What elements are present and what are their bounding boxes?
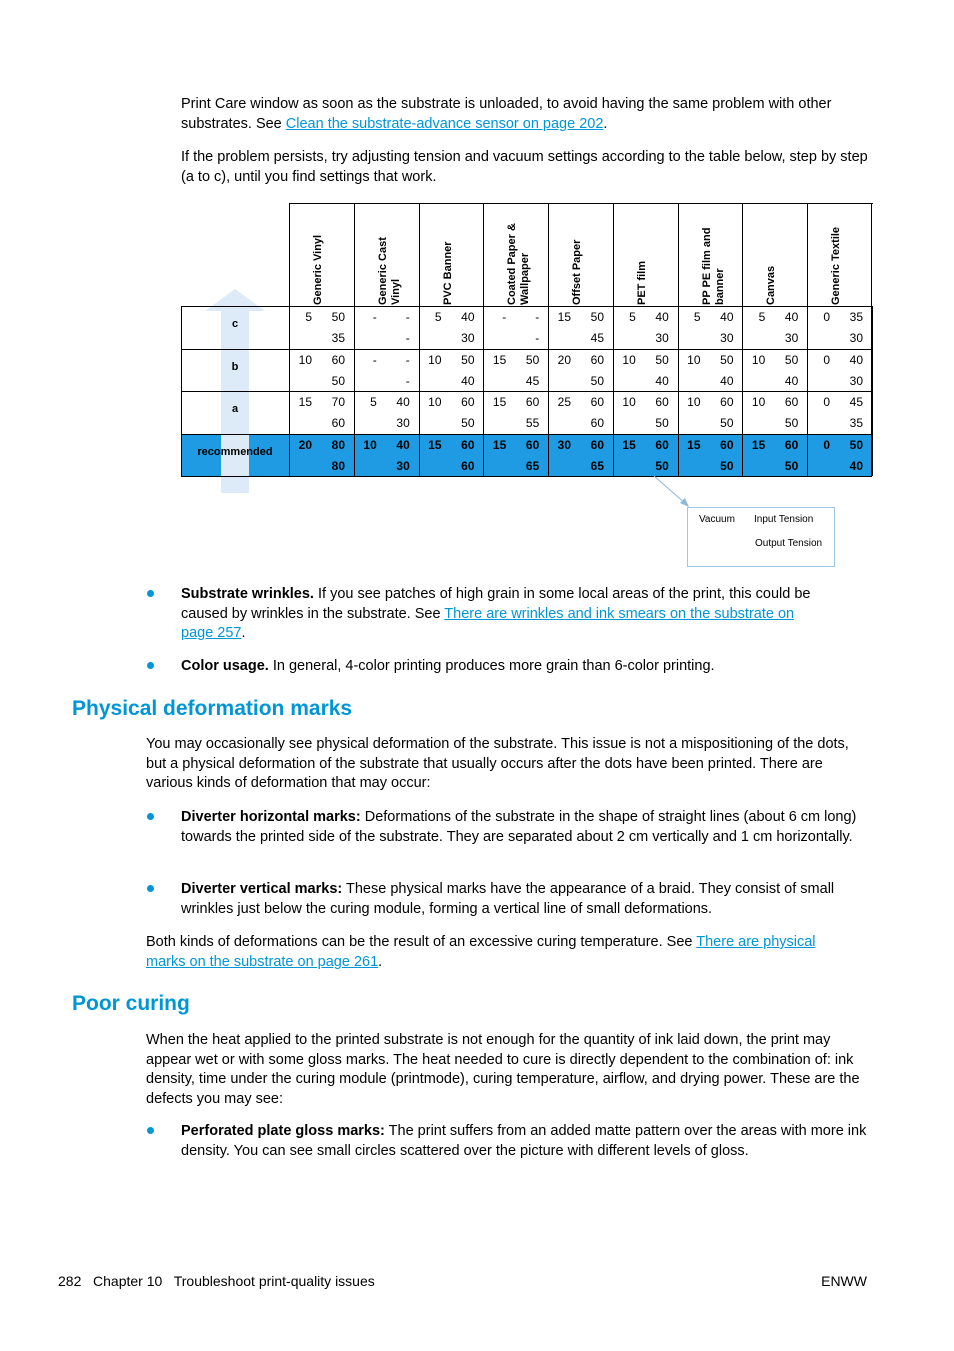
- table-cell: 60: [590, 437, 604, 452]
- table-cell: 30: [396, 416, 410, 430]
- grid-line: [289, 306, 290, 476]
- table-cell: 45: [590, 331, 604, 345]
- table-cell: 80: [331, 437, 345, 452]
- table-cell: 35: [849, 416, 863, 430]
- table-cell: -: [372, 310, 377, 324]
- table-cell: -: [405, 352, 410, 367]
- table-cell: -: [405, 331, 410, 345]
- table-cell: 30: [557, 437, 571, 452]
- table-cell: 30: [784, 331, 799, 345]
- column-header-label: Canvas: [765, 265, 778, 305]
- bullet-color-usage: Color usage. In general, 4-color printing produces more grain than 6-color printing.: [181, 658, 715, 674]
- table-cell: 60: [720, 437, 734, 452]
- table-cell: 40: [784, 373, 799, 388]
- table-cell: 10: [622, 352, 636, 367]
- table-cell: 40: [720, 373, 734, 388]
- table-cell: -: [372, 352, 377, 367]
- table-cell: 40: [396, 395, 410, 409]
- bullet-dot: [147, 590, 154, 597]
- table-cell: 50: [655, 416, 669, 430]
- grid-line: [181, 349, 872, 350]
- grid-line: [678, 306, 679, 476]
- table-cell: 5: [758, 310, 766, 324]
- table-cell: 40: [461, 310, 475, 324]
- page-footer: [58, 1273, 375, 1289]
- bullet-dot: [147, 662, 154, 669]
- bullet-substrate-wrinkles: Substrate wrinkles. If you see patches of high grain in some local areas of the print, this could be caused by wrinkles in the substrate. See There are wrinkles and ink smears on the substrate on page 257.: [181, 586, 811, 641]
- table-cell: 50: [655, 458, 669, 473]
- grid-line: [354, 306, 355, 476]
- column-header: [807, 203, 873, 307]
- table-cell: 40: [784, 310, 799, 324]
- column-header: [613, 203, 679, 307]
- table-cell: 80: [331, 458, 345, 473]
- table-cell: 0: [823, 395, 830, 409]
- column-header: [419, 203, 485, 307]
- column-header-label: PVC Banner: [441, 241, 454, 305]
- table-cell: 10: [687, 395, 701, 409]
- table-cell: 40: [849, 352, 863, 367]
- table-cell: 35: [849, 310, 863, 324]
- table-cell: 70: [331, 395, 345, 409]
- table-cell: 5: [629, 310, 636, 324]
- table-cell: 30: [849, 331, 863, 345]
- table-cell: 50: [590, 310, 604, 324]
- grid-line: [181, 391, 872, 392]
- table-cell: 10: [751, 352, 766, 367]
- table-cell: 60: [461, 458, 475, 473]
- intro-paragraph-1: Print Care window as soon as the substrate is unloaded, to avoid having the same problem with other substrates. See Clean the substrate-advance sensor on page 202.: [181, 96, 832, 132]
- bullet-dot: [147, 885, 154, 892]
- table-cell: -: [405, 373, 410, 388]
- table-cell: 30: [461, 331, 475, 345]
- table-legend: [687, 507, 835, 567]
- table-cell: -: [535, 331, 540, 345]
- section-title-poor-curing: Poor curing: [72, 992, 190, 1015]
- table-cell: 60: [331, 416, 345, 430]
- table-cell: 30: [720, 331, 734, 345]
- column-header: [289, 203, 355, 307]
- table-cell: 50: [590, 373, 604, 388]
- bullet-dot: [147, 1127, 154, 1134]
- table-cell: 15: [751, 437, 766, 452]
- table-cell: 15: [557, 310, 571, 324]
- table-cell: 60: [331, 352, 345, 367]
- table-cell: 15: [622, 437, 636, 452]
- table-cell: 50: [784, 352, 799, 367]
- bullet-dot: [147, 813, 154, 820]
- table-cell: 15: [492, 352, 507, 367]
- table-cell: 60: [590, 352, 604, 367]
- bullet-perforated-plate: Perforated plate gloss marks: The print suffers from an added matte pattern over the areas with more ink density. You can see small circles scattered over the picture with different levels of gloss.: [181, 1123, 867, 1159]
- column-header-label: PP PE film and banner: [700, 227, 726, 305]
- grid-line: [483, 306, 484, 476]
- column-header: [742, 203, 808, 307]
- table-cell: 10: [751, 395, 766, 409]
- table-cell: 60: [525, 437, 540, 452]
- table-cell: -: [405, 310, 410, 324]
- grid-line: [613, 306, 614, 476]
- row-label: a: [231, 403, 239, 415]
- table-cell: 30: [849, 373, 863, 388]
- table-cell: 40: [396, 437, 410, 452]
- column-header-label: Generic Vinyl: [312, 234, 324, 305]
- footer-chapter-title: Troubleshoot print-quality issues: [173, 1273, 375, 1289]
- table-cell: 50: [461, 352, 475, 367]
- column-header: [483, 203, 549, 307]
- table-cell: 60: [590, 416, 604, 430]
- tension-vacuum-table: [181, 203, 872, 476]
- column-header: [354, 203, 420, 307]
- table-cell: 10: [363, 437, 377, 452]
- link-physical-marks[interactable]: There are physical marks on the substrate on page 261: [146, 934, 816, 970]
- column-header-label: Offset Paper: [571, 239, 583, 305]
- table-cell: 30: [655, 331, 669, 345]
- table-cell: 0: [823, 437, 830, 452]
- row-label: recommended: [197, 445, 273, 458]
- table-cell: 55: [525, 416, 540, 430]
- step-up-arrow: [221, 309, 249, 493]
- table-cell: 0: [823, 352, 830, 367]
- table-cell: 10: [622, 395, 636, 409]
- table-cell: 10: [687, 352, 701, 367]
- table-cell: 60: [784, 437, 799, 452]
- table-cell: -: [535, 310, 540, 324]
- table-cell: 50: [720, 416, 734, 430]
- table-cell: 30: [396, 458, 410, 473]
- page-number: 282: [58, 1273, 82, 1289]
- legend-pointer-arrow: [650, 474, 695, 510]
- grid-line: [548, 306, 549, 476]
- table-cell: 50: [849, 437, 863, 452]
- table-cell: 15: [492, 395, 507, 409]
- grid-line: [181, 476, 872, 477]
- step-up-arrow-head: [205, 289, 265, 311]
- grid-line: [419, 306, 420, 476]
- table-cell: 50: [655, 352, 669, 367]
- table-cell: 60: [784, 395, 799, 409]
- table-cell: 50: [784, 416, 799, 430]
- table-cell: 0: [823, 310, 830, 324]
- table-cell: 50: [331, 310, 345, 324]
- footer-enww: ENWW: [821, 1273, 867, 1289]
- table-cell: 60: [720, 395, 734, 409]
- table-cell: 40: [655, 373, 669, 388]
- table-cell: 35: [331, 331, 345, 345]
- table-cell: 50: [461, 416, 475, 430]
- legend-vacuum: Vacuum: [699, 514, 735, 525]
- grid-line: [181, 434, 872, 435]
- table-cell: 5: [693, 310, 701, 324]
- table-cell: 60: [461, 395, 475, 409]
- table-cell: 15: [428, 437, 442, 452]
- column-header: [678, 203, 744, 307]
- column-header-label: Generic Textile: [830, 226, 842, 305]
- table-cell: 5: [434, 310, 442, 324]
- table-cell: 50: [720, 352, 734, 367]
- table-cell: 10: [428, 395, 442, 409]
- table-cell: 20: [298, 437, 312, 452]
- legend-input-tension: Input Tension: [754, 514, 814, 525]
- grid-line: [181, 306, 872, 307]
- section1-paragraph: You may occasionally see physical deformation of the substrate. This issue is not a mispositioning of the dots, but a physical deformation of the substrate that usually occurs after the dots have been printed. There are various kinds of deformation that may occur:: [146, 736, 849, 791]
- grid-line: [872, 306, 873, 476]
- grid-line: [742, 306, 743, 476]
- section2-paragraph: When the heat applied to the printed substrate is not enough for the quantity of ink laid down, the print may appear wet or with some gloss marks. The heat needed to cure is directly dependent to the combination of: ink density, time under the curing module (printmode), curing temperature, airflow, and drying power. These are the defects you may see:: [146, 1032, 860, 1107]
- link-clean-sensor[interactable]: Clean the substrate-advance sensor on page 202: [285, 115, 604, 132]
- table-cell: 40: [461, 373, 475, 388]
- table-cell: 40: [720, 310, 734, 324]
- column-header-label: PET film: [635, 260, 648, 305]
- table-cell: 40: [849, 458, 863, 473]
- table-cell: 60: [461, 437, 475, 452]
- grid-line: [807, 306, 808, 476]
- link-wrinkles[interactable]: There are wrinkles and ink smears on the substrate on page 257: [181, 605, 795, 641]
- section-title-physical-deformation: Physical deformation marks: [72, 697, 353, 720]
- row-label: c: [231, 318, 239, 330]
- table-cell: 65: [590, 458, 604, 473]
- column-header-label: Generic Cast Vinyl: [376, 237, 402, 305]
- bullet-diverter-vertical: Diverter vertical marks: These physical marks have the appearance of a braid. They consist of small wrinkles just below the curing module, forming a vertical line of small deformations.: [181, 881, 835, 917]
- table-cell: 60: [525, 395, 540, 409]
- table-cell: 10: [298, 352, 312, 367]
- bullet-diverter-horizontal: Diverter horizontal marks: Deformations of the substrate in the shape of straight lines (about 6 cm long) towards the printed side of the substrate. They are separated about 2 cm vertically and 1 cm horizontally.: [181, 809, 857, 845]
- section1-paragraph-2: Both kinds of deformations can be the result of an excessive curing temperature. See There are physical marks on the substrate on page 261.: [146, 934, 816, 970]
- table-cell: 15: [492, 437, 507, 452]
- table-cell: 15: [687, 437, 701, 452]
- footer-chapter: Chapter 10: [93, 1273, 163, 1289]
- table-cell: 50: [525, 352, 540, 367]
- column-header-label: Coated Paper & Wallpaper: [506, 223, 532, 305]
- row-label: b: [231, 360, 239, 373]
- table-cell: 40: [655, 310, 669, 324]
- table-cell: 60: [590, 395, 604, 409]
- intro-paragraph-2: If the problem persists, try adjusting tension and vacuum settings according to the table below, step by step (a to c), until you find settings that work.: [181, 149, 868, 185]
- table-cell: 60: [655, 395, 669, 409]
- table-cell: 10: [428, 352, 442, 367]
- table-cell: 45: [525, 373, 540, 388]
- grid-line: [289, 203, 872, 204]
- table-cell: 60: [655, 437, 669, 452]
- table-cell: -: [502, 310, 507, 324]
- table-cell: 15: [298, 395, 312, 409]
- column-header: [548, 203, 614, 307]
- table-cell: 5: [305, 310, 312, 324]
- table-cell: 45: [849, 395, 863, 409]
- legend-output-tension: Output Tension: [755, 538, 823, 549]
- table-cell: 25: [557, 395, 571, 409]
- table-cell: 5: [370, 395, 377, 409]
- table-cell: 20: [557, 352, 571, 367]
- table-cell: 65: [525, 458, 540, 473]
- table-cell: 50: [331, 373, 345, 388]
- table-cell: 50: [784, 458, 799, 473]
- table-cell: 50: [720, 458, 734, 473]
